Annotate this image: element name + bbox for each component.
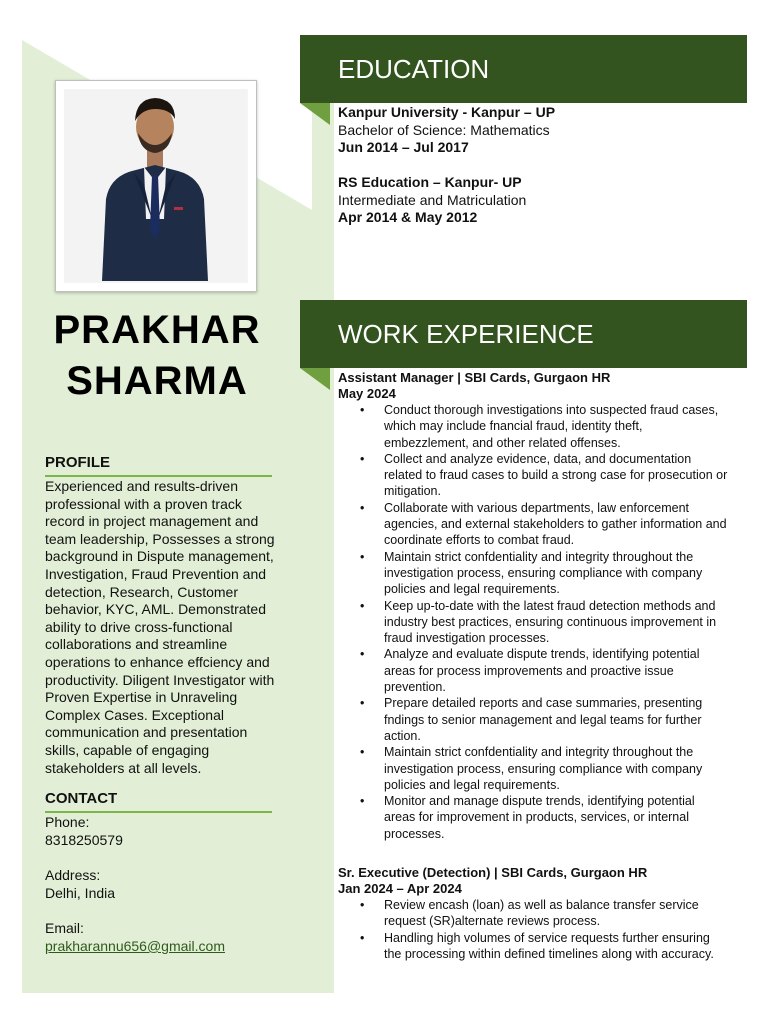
bullet-icon: • xyxy=(360,930,365,945)
education-header-tab xyxy=(300,103,330,125)
bullet-icon: • xyxy=(360,898,365,912)
list-item: • Handling high volumes of service requests further ensuring the processing within defined timelines along with accuracy. xyxy=(360,930,714,961)
education-degree: Intermediate and Matriculation xyxy=(338,191,527,208)
education-dates: Apr 2014 & May 2012 xyxy=(338,209,478,225)
list-item: • Monitor and manage dispute trends, identifying potential areas for improvement in products, services, or internal processes. xyxy=(360,794,695,841)
list-item: • Keep up-to-date with the latest fraud detection methods and industry best practices, ensuring continuous improvement in fraud investigation processes. xyxy=(360,598,717,646)
education-dates: Jun 2014 – Jul 2017 xyxy=(338,139,469,155)
profile-heading: PROFILE xyxy=(45,454,272,477)
profile-photo-image xyxy=(64,89,248,283)
job-title: Assistant Manager | SBI Cards, Gurgaon HR xyxy=(338,370,611,385)
experience-header-tab xyxy=(300,368,330,390)
address-label: Address: xyxy=(45,867,101,884)
bullet-icon: • xyxy=(360,451,365,466)
job-dates: Jan 2024 – Apr 2024 xyxy=(338,881,462,896)
address-value: Delhi, India xyxy=(45,884,116,901)
job-responsibilities xyxy=(338,402,728,842)
list-item: • Conduct thorough investigations into suspected fraud cases, which may include fnancial fraud, identity theft, embezzlement, and other related offenses. xyxy=(360,403,719,450)
bullet-icon: • xyxy=(360,549,365,564)
bullet-icon: • xyxy=(360,696,365,711)
bullet-icon: • xyxy=(360,647,365,662)
job-dates: May 2024 xyxy=(338,386,396,401)
education-header xyxy=(300,35,747,103)
bullet-icon: • xyxy=(360,794,365,809)
education-institution: Kanpur University - Kanpur – UP xyxy=(338,104,556,120)
education-entry xyxy=(338,174,738,227)
list-item: • Maintain strict confdentiality and integrity throughout the investigation process, ensuring compliance with company policies and legal requirements. xyxy=(360,745,703,792)
list-item: • Prepare detailed reports and case summaries, presenting fndings to senior management and legal teams for further action. xyxy=(360,696,703,743)
bullet-icon: • xyxy=(360,745,365,760)
name-first: PRAKHAR xyxy=(53,308,261,352)
list-item: • Analyze and evaluate dispute trends, identifying potential areas for process improvements and proactive issue prevention. xyxy=(360,647,700,695)
list-item: • Collaborate with various departments, law enforcement agencies, and external stakeholders to gather information and coordinate efforts to combat fraud. xyxy=(360,500,727,548)
candidate-name xyxy=(22,305,292,407)
list-item: • Collect and analyze evidence, data, and documentation related to fraud cases to build a strong case for prosecution or mitigation. xyxy=(360,451,728,499)
email-link[interactable]: prakharannu656@gmail.com xyxy=(45,937,225,954)
email-label: Email: xyxy=(45,920,84,937)
profile-photo xyxy=(55,80,257,292)
contact-heading: CONTACT xyxy=(45,790,272,813)
list-item: • Maintain strict confdentiality and integrity throughout the investigation process, ensuring compliance with company policies and legal requirements. xyxy=(360,549,703,597)
experience-header xyxy=(300,300,747,368)
job-entry xyxy=(338,865,728,962)
list-item: • Review encash (loan) as well as balance transfer service request (SR)alternate reviews process. xyxy=(360,898,699,929)
bullet-icon: • xyxy=(360,598,365,613)
education-entry xyxy=(338,104,738,157)
experience-heading: WORK EXPERIENCE xyxy=(338,319,594,349)
job-title: Sr. Executive (Detection) | SBI Cards, Gurgaon HR xyxy=(338,865,648,880)
name-last: SHARMA xyxy=(66,359,248,403)
person-portrait-icon xyxy=(64,89,246,281)
contact-details xyxy=(45,814,285,956)
job-responsibilities xyxy=(338,897,728,962)
bullet-icon: • xyxy=(360,500,365,515)
education-heading: EDUCATION xyxy=(338,54,490,84)
job-entry xyxy=(338,370,728,842)
phone-label: Phone: xyxy=(45,814,90,830)
education-institution: RS Education – Kanpur- UP xyxy=(338,174,522,190)
education-degree: Bachelor of Science: Mathematics xyxy=(338,121,550,138)
profile-summary: Experienced and results-driven professional with a proven track record in project management and team leadership, Possesses a strong background in Dispute management, Investigation, Fraud Prevention and detection, Research, Customer behavior, KYC, AML. Demonstrated ability to drive cross-functional collaborations and streamline operations to enhance effciency and productivity. Diligent Investigator with Proven Expertise in Unraveling Complex Cases. Exceptional communication and presentation skills, capable of engaging stakeholders at all levels. xyxy=(45,478,275,776)
bullet-icon: • xyxy=(360,403,365,417)
phone-number: 8318250579 xyxy=(45,831,123,848)
